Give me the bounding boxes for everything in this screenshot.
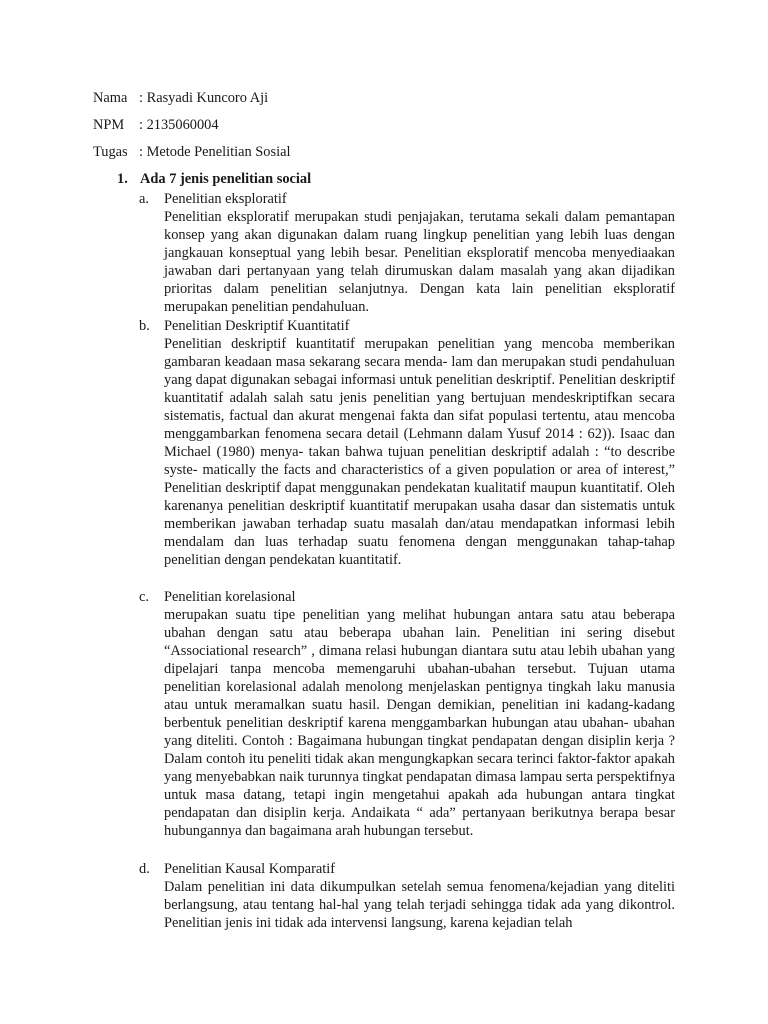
section-d-letter: d. [139,861,150,877]
section-b-body: Penelitian deskriptif kuantitatif merupakan penelitian yang mencoba memberikan gambaran keadaan masa sekarang secara menda- lam dan merupakan studi pendahuluan yang dapat digunakan sebagai informasi untuk penelitian deskriptif. Penelitian deskriptif kuantitatif adalah salah satu jenis penelitian yang bertujuan mendeskriptifkan secara sistematis, factual dan akurat mengenai fakta dan sifat populasi tertentu, atau mencoba menggambarkan fenomena secara detail (Lehmann dalam Yusuf 2014 : 62)). Isaac dan Michael (1980) menya- takan bahwa tujuan penelitian deskriptif adalah : “to describe syste- matically the facts and characteristics of a given population or area of interest,” Penelitian deskriptif dapat menggunakan pendekatan kualitatif maupun kuantitatif. Oleh karenanya penelitian deskriptif kuantitatif merupakan usaha dasar dan sistematis untuk memberikan jawaban terhadap suatu masalah dan/atau mendapatkan informasi lebih mendalam dan luas terhadap suatu fenomena dengan menggunakan tahap-tahap penelitian dengan pendekatan kuantitatif. [164,336,675,568]
tugas-label: Tugas [93,144,128,160]
question-number: 1. [117,171,128,187]
section-d-title: Penelitian Kausal Komparatif [164,861,336,877]
section-c-body: merupakan suatu tipe penelitian yang melihat hubungan antara satu atau beberapa ubahan dengan satu atau beberapa ubahan lain. Penelitian ini sering disebut “Associational research” , dimana relasi hubungan diantara sutu atau lebih ubahan yang dipelajari tanpa mencoba memengaruhi ubahan-ubahan tersebut. Tujuan utama penelitian korelasional adalah menolong menjelaskan pentignya tingkah laku manusia atau untuk meramalkan suatu hasil. Dengan demikian, penelitian ini kadang-kadang berbentuk penelitian deskriptif karena menggambarkan hubungan atau ubahan- ubahan yang diteliti. Contoh : Bagaimana hubungan tingkat pendapatan dengan disiplin kerja ? Dalam contoh itu peneliti tidak akan mengungkapkan secara terinci faktor-faktor apakah yang menyebabkan naik turunnya tingkat pendapatan dimasa lampau serta perspektifnya untuk masa datang, tetapi ingin mengetahui apakah ada hubungan antara tingkat pendapatan dan disiplin kerja. Andaikata “ ada” pertanyaan berikutnya berapa besar hubungannya dan bagaimana arah hubungan tersebut. [164,607,675,839]
tugas-field [93,143,290,161]
section-a-title: Penelitian eksploratif [164,191,287,207]
section-a-body: Penelitian eksploratif merupakan studi penjajakan, terutama sekali dalam pemantapan konsep yang akan digunakan dalam ruang lingkup penelitian yang lebih luas dengan jangkauan konseptual yang lebih besar. Penelitian eksploratif mencoba menyediaakan jawaban dari pertanyaan yang telah dirumuskan dalam masalah yang akan dijadikan prioritas dalam penelitian selanjutnya. Dengan kata lain penelitian eksploratif merupakan penelitian pendahuluan. [164,209,675,315]
section-a-letter: a. [139,191,149,207]
npm-value: : 2135060004 [139,117,219,133]
section-c-title: Penelitian korelasional [164,589,296,605]
npm-field [93,116,219,134]
section-b-title: Penelitian Deskriptif Kuantitatif [164,318,350,334]
nama-value: : Rasyadi Kuncoro Aji [139,90,269,106]
npm-label: NPM [93,117,125,133]
nama-field [93,89,268,107]
section-d-body: Dalam penelitian ini data dikumpulkan setelah semua fenomena/kejadian yang diteliti berlangsung, atau tentang hal-hal yang telah terjadi sehingga tidak ada yang dikontrol. Penelitian jenis ini tidak ada intervensi langsung, karena kejadian telah [164,879,675,931]
nama-label: Nama [93,90,128,106]
section-c-letter: c. [139,589,149,605]
tugas-value: : Metode Penelitian Sosial [139,144,291,160]
question-title: Ada 7 jenis penelitian social [140,171,312,187]
section-b-letter: b. [139,318,150,334]
